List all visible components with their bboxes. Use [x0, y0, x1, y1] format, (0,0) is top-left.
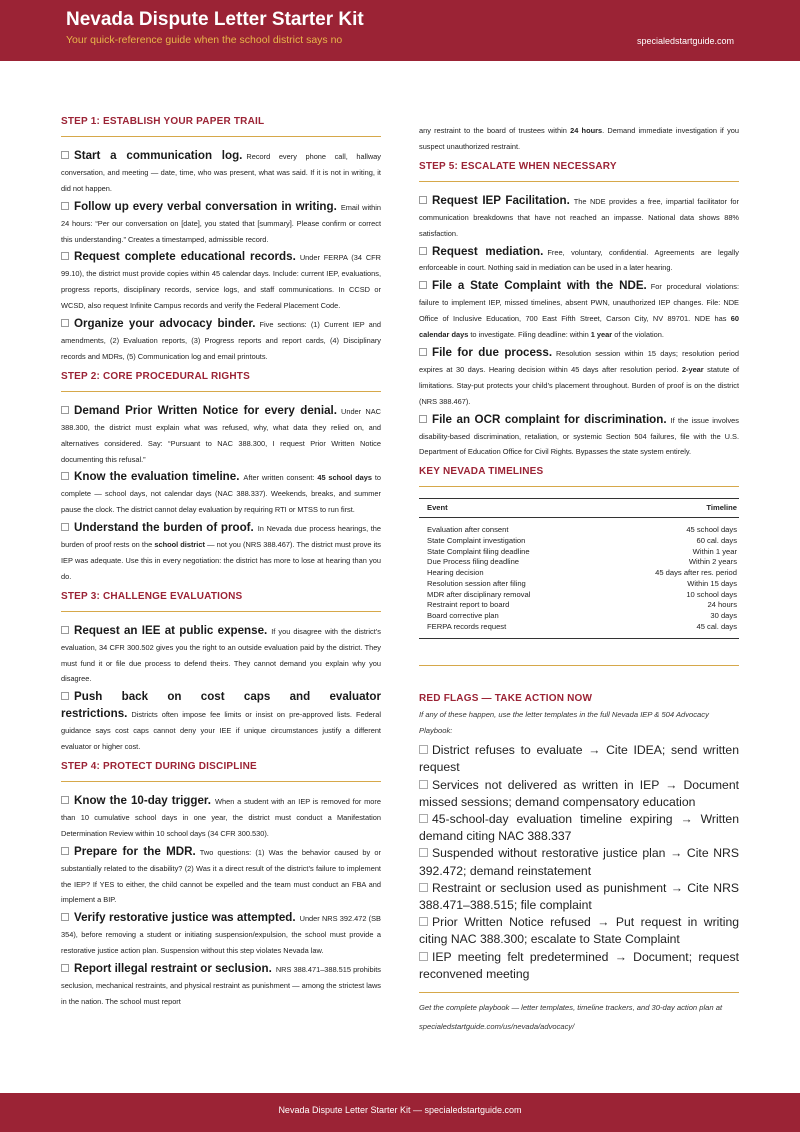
step2-item-evaluation-timeline: Know the evaluation timeline. After written consent: 45 school days to complete — school days, not calendar days (NAC 388.337). Weekends, breaks, and summer pause the clock. The district cannot delay evaluation by requiring RTI or MTSS to run first.: [61, 470, 382, 515]
table-row: Hearing decision 45 days after res. period: [427, 568, 737, 578]
step5-heading: STEP 5: ESCALATE WHEN NECESSARY: [419, 161, 739, 182]
checkbox[interactable]: [61, 472, 69, 480]
section-divider: [419, 992, 739, 993]
step4-item-restorative-justice: Verify restorative justice was attempted. Under NRS 392.472 (SB 354), before removing a student or initiating suspension/expulsion, the school must provide a restorative justice action plan. Suspension without this step violates Nevada law.: [61, 911, 381, 956]
table-row: MDR after disciplinary removal 10 school days: [427, 589, 737, 599]
page-title: Nevada Dispute Letter Starter Kit: [66, 9, 364, 30]
header-site-link[interactable]: specialedstartguide.com: [636, 36, 734, 46]
checkbox[interactable]: [61, 151, 69, 159]
table-bottom-rule: [419, 638, 739, 639]
checkbox[interactable]: [61, 626, 69, 634]
checkbox[interactable]: [419, 814, 428, 823]
page-footer: [0, 1093, 800, 1132]
table-row: FERPA records request 45 cal. days: [427, 621, 737, 631]
step4-item-restraint-seclusion: Report illegal restraint or seclusion. NRS 388.471–388.515 prohibits seclusion, mechanical restraints, and physical restraint as punishment — among the strictest laws in the nation. The school must report: [61, 962, 382, 1006]
step1-item-advocacy-binder: Organize your advocacy binder. Five sections: (1) Current IEP and amendments, (2) Evaluation reports, (3) Progress reports and report cards, (4) Disciplinary records and MDRs, (5) Communication log and email printouts.: [61, 317, 381, 361]
red-flag-item: IEP meeting felt predetermined → Document; request reconvened meeting: [419, 949, 739, 981]
checkbox[interactable]: [61, 523, 69, 531]
checkbox[interactable]: [419, 917, 428, 926]
step1-item-communication-log: Start a communication log. Record every phone call, hallway conversation, and meeting — date, time, who was present, what was said. If it is not in writing, it did not happen.: [61, 149, 381, 193]
step2-heading: STEP 2: CORE PROCEDURAL RIGHTS: [61, 371, 381, 392]
step5-item-state-complaint: File a State Complaint with the NDE. For procedural violations: failure to implement IEP, missed timelines, absent PWN, unauthorized IEP changes. File: NDE Office of Inclusive Education, 700 East Fifth Street, Carson City, NV 89701. NDE has 60 calendar days to investigate. Filing deadline: within 1 year of the violation.: [419, 279, 740, 340]
checkbox[interactable]: [419, 348, 427, 356]
step4-heading: STEP 4: PROTECT DURING DISCIPLINE: [61, 761, 381, 782]
table-row: State Complaint investigation 60 cal. days: [427, 536, 737, 546]
left-column: [61, 116, 381, 1012]
red-flags-heading: RED FLAGS — TAKE ACTION NOW: [419, 693, 593, 705]
checkbox[interactable]: [419, 952, 428, 961]
checkbox[interactable]: [419, 883, 428, 892]
checkbox[interactable]: [419, 745, 428, 754]
checkbox[interactable]: [61, 796, 69, 804]
checkbox[interactable]: [61, 847, 69, 855]
step1-heading: STEP 1: ESTABLISH YOUR PAPER TRAIL: [61, 116, 381, 137]
step5-item-iep-facilitation: Request IEP Facilitation. The NDE provides a free, impartial facilitator for communication breakdowns that have not reached an impasse. National data shows 88% satisfaction.: [419, 193, 739, 238]
checkbox[interactable]: [61, 913, 69, 921]
checkbox[interactable]: [61, 692, 69, 700]
checkbox[interactable]: [61, 406, 69, 414]
step3-item-cost-caps: Push back on cost caps and evaluator restrictions. Districts often impose fee limits or insist on pre-approved lists. Federal guidance says cost caps cannot deny your IEE if unique circumstances justify a different evaluator or higher cost.: [61, 690, 381, 752]
step4-item-10-day-trigger: Know the 10-day trigger. When a student with an IEP is removed for more than 10 cumulative school days in one year, the district must conduct a Manifestation Determination Review within 10 school days (34 CFR 300.530).: [61, 794, 381, 838]
red-flags-intro: If any of these happen, use the letter templates in the full Nevada IEP & 504 Advocacy Playbook:: [419, 710, 709, 735]
checkbox[interactable]: [61, 964, 69, 972]
table-row: Evaluation after consent 45 school days: [427, 525, 737, 535]
step2-item-burden-of-proof: Understand the burden of proof. In Nevada due process hearings, the burden of proof rests on the school district — not you (NRS 388.467). The district must prove its IEP was adequate. Use this in every negotiation: the district has more to lose at hearing than you do.: [61, 521, 381, 581]
red-flag-item: Prior Written Notice refused → Put request in writing citing NAC 388.300; escalate to State Complaint: [419, 915, 739, 947]
checkbox[interactable]: [419, 415, 427, 423]
step1-item-follow-up-writing: Follow up every verbal conversation in writing. Email within 24 hours: “Per our conversation on [date], you stated that [summary]. Please confirm or correct this understanding.” Creates a timestamped, admissible record.: [61, 199, 382, 244]
step4-item-restraint-continued: any restraint to the board of trustees within 24 hours. Demand immediate investigation if you suspect unauthorized restraint.: [419, 126, 739, 151]
red-flag-item: District refuses to evaluate → Cite IDEA; send written request: [419, 743, 739, 775]
checkbox[interactable]: [419, 780, 428, 789]
table-row: Due Process filing deadline Within 2 years: [427, 557, 737, 567]
step4-item-mdr: Prepare for the MDR. Two questions: (1) Was the behavior caused by or substantially related to the disability? (2) Was it a direct result of the district’s failure to implement the IEP? If YES to either, the child cannot be expelled and the team must conduct an FBA and implement a BIP.: [61, 844, 381, 905]
table-row: Board corrective plan 30 days: [427, 610, 737, 620]
section-divider: [419, 665, 739, 666]
step5-item-due-process: File for due process. Resolution session within 15 days; resolution period expires at 30 days. Hearing decision within 45 days after resolution period. 2-year statute of limitations. Stay-put protects your child’s placement throughout. Burden of proof is on the district (NRS 388.467).: [419, 345, 740, 406]
red-flag-item: Restraint or seclusion used as punishment → Cite NRS 388.471–388.515; file complaint: [419, 880, 739, 912]
timelines-heading: KEY NEVADA TIMELINES: [419, 466, 739, 487]
column-header-timeline: Timeline: [596, 499, 739, 518]
timelines-table: [419, 498, 739, 632]
step3-heading: STEP 3: CHALLENGE EVALUATIONS: [61, 591, 381, 612]
red-flag-item: Suspended without restorative justice plan → Cite NRS 392.472; demand reinstatement: [419, 846, 739, 878]
page-subtitle: Your quick-reference guide when the school district says no: [66, 34, 343, 46]
checkbox[interactable]: [61, 252, 69, 260]
checkbox[interactable]: [61, 319, 69, 327]
step1-item-records-request: Request complete educational records. Under FERPA (34 CFR 99.10), the district must provide copies within 45 calendar days. Include: current IEP, evaluations, progress reports, disciplinary records, service logs, and staff communications. In CCSD or WCSD, also request Infinite Campus records and verify the Federal Placement Code.: [61, 250, 382, 311]
checkbox[interactable]: [61, 202, 69, 210]
step5-item-ocr-complaint: File an OCR complaint for discrimination. If the issue involves disability-based discrimination, retaliation, or systemic Section 504 failures, file with the U.S. Department of Education Office for Civil Rights. Bypasses the state system entirely.: [419, 412, 739, 457]
table-row: State Complaint filing deadline Within 1 year: [427, 546, 737, 556]
step5-item-mediation: Request mediation. Free, voluntary, confidential. Agreements are legally enforceable in court. Nothing said in mediation can be used in a later hearing.: [419, 244, 739, 273]
red-flag-item: 45-school-day evaluation timeline expiring → Written demand citing NAC 388.337: [419, 811, 739, 844]
footer-text: Nevada Dispute Letter Starter Kit — specialedstartguide.com: [278, 1105, 522, 1115]
red-flag-item: Services not delivered as written in IEP → Document missed sessions; demand compensatory education: [419, 777, 739, 809]
table-row: Resolution session after filing Within 15 days: [427, 578, 737, 588]
right-column: [419, 123, 739, 1036]
checkbox[interactable]: [419, 281, 427, 289]
step3-item-iee: Request an IEE at public expense. If you disagree with the district’s evaluation, 34 CFR 300.502 gives you the right to an outside evaluation paid by the district. They must fund it or file due process to defend theirs. They cannot demand you explain why you disagree.: [61, 623, 381, 684]
checkbox[interactable]: [419, 247, 427, 255]
step2-item-prior-written-notice: Demand Prior Written Notice for every denial. Under NAC 388.300, the district must explain what was refused, why, what data they relied on, and alternatives considered. Say: “Pursuant to NAC 388.300, I request Prior Written Notice documenting this refusal.”: [61, 403, 381, 464]
checkbox[interactable]: [419, 848, 428, 857]
playbook-note: Get the complete playbook — letter templates, timeline trackers, and 30-day action plan at specialedstartguide.com/us/nevada/advocacy/: [419, 1003, 723, 1031]
page-header: [0, 0, 800, 61]
table-row: Restraint report to board 24 hours: [427, 600, 737, 610]
checkbox[interactable]: [419, 196, 427, 204]
column-header-event: Event: [419, 499, 596, 518]
